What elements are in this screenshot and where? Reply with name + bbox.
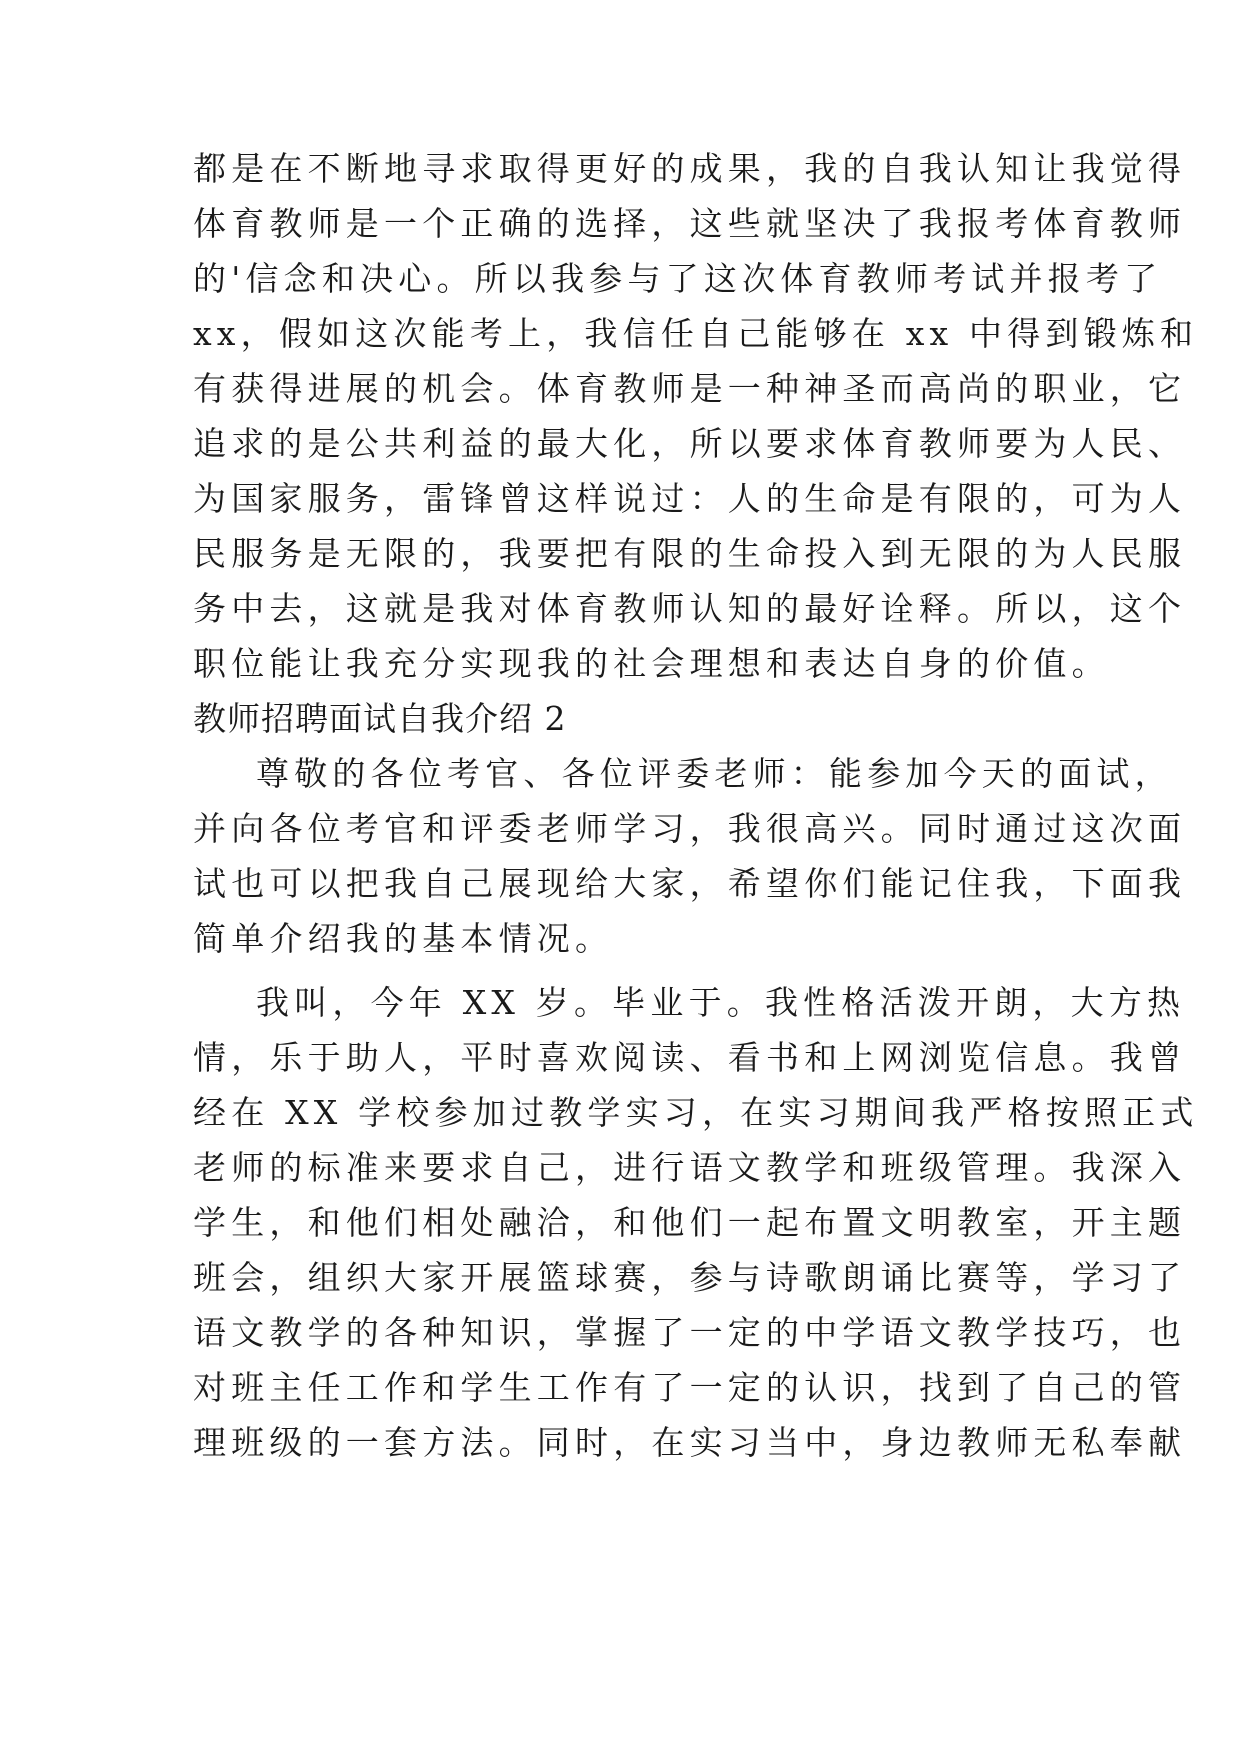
body-text-line: 有获得进展的机会。体育教师是一种神圣而高尚的职业，它 bbox=[193, 369, 1187, 408]
body-text-line: 尊敬的各位考官、各位评委老师：能参加今天的面试， bbox=[256, 754, 1173, 793]
body-text-line: 老师的标准来要求自己，进行语文教学和班级管理。我深入 bbox=[193, 1148, 1187, 1187]
body-text-line: 追求的是公共利益的最大化，所以要求体育教师要为人民、 bbox=[193, 424, 1187, 463]
body-text-line: 语文教学的各种知识，掌握了一定的中学语文教学技巧，也 bbox=[193, 1313, 1187, 1352]
body-text-line: 的'信念和决心。所以我参与了这次体育教师考试并报考了 bbox=[193, 259, 1163, 298]
body-text-line: 体育教师是一个正确的选择，这些就坚决了我报考体育教师 bbox=[193, 204, 1187, 243]
body-text-line: 职位能让我充分实现我的社会理想和表达自身的价值。 bbox=[193, 644, 1110, 683]
body-text-line: 我叫，今年 XX 岁。毕业于。我性格活泼开朗，大方热 bbox=[256, 983, 1186, 1022]
body-text-line: 试也可以把我自己展现给大家，希望你们能记住我，下面我 bbox=[193, 864, 1187, 903]
body-text-line: 简单介绍我的基本情况。 bbox=[193, 919, 614, 958]
body-text-line: 务中去，这就是我对体育教师认知的最好诠释。所以，这个 bbox=[193, 589, 1187, 628]
body-text-line: 为国家服务，雷锋曾这样说过：人的生命是有限的，可为人 bbox=[193, 479, 1187, 518]
body-text-line: 都是在不断地寻求取得更好的成果，我的自我认知让我觉得 bbox=[193, 149, 1187, 188]
body-text-line: 民服务是无限的，我要把有限的生命投入到无限的为人民服 bbox=[193, 534, 1187, 573]
body-text-line: 情，乐于助人，平时喜欢阅读、看书和上网浏览信息。我曾 bbox=[193, 1038, 1187, 1077]
body-text-line: 理班级的一套方法。同时，在实习当中，身边教师无私奉献 bbox=[193, 1423, 1187, 1462]
body-text-line: xx，假如这次能考上，我信任自己能够在 xx 中得到锻炼和 bbox=[193, 314, 1199, 353]
body-text-line: 经在 XX 学校参加过教学实习，在实习期间我严格按照正式 bbox=[193, 1093, 1199, 1132]
body-text-line: 对班主任工作和学生工作有了一定的认识，找到了自己的管 bbox=[193, 1368, 1187, 1407]
section-heading: 教师招聘面试自我介绍 2 bbox=[193, 699, 567, 738]
body-text-line: 并向各位考官和评委老师学习，我很高兴。同时通过这次面 bbox=[193, 809, 1187, 848]
body-text-line: 班会，组织大家开展篮球赛，参与诗歌朗诵比赛等，学习了 bbox=[193, 1258, 1187, 1297]
body-text-line: 学生，和他们相处融洽，和他们一起布置文明教室，开主题 bbox=[193, 1203, 1187, 1242]
